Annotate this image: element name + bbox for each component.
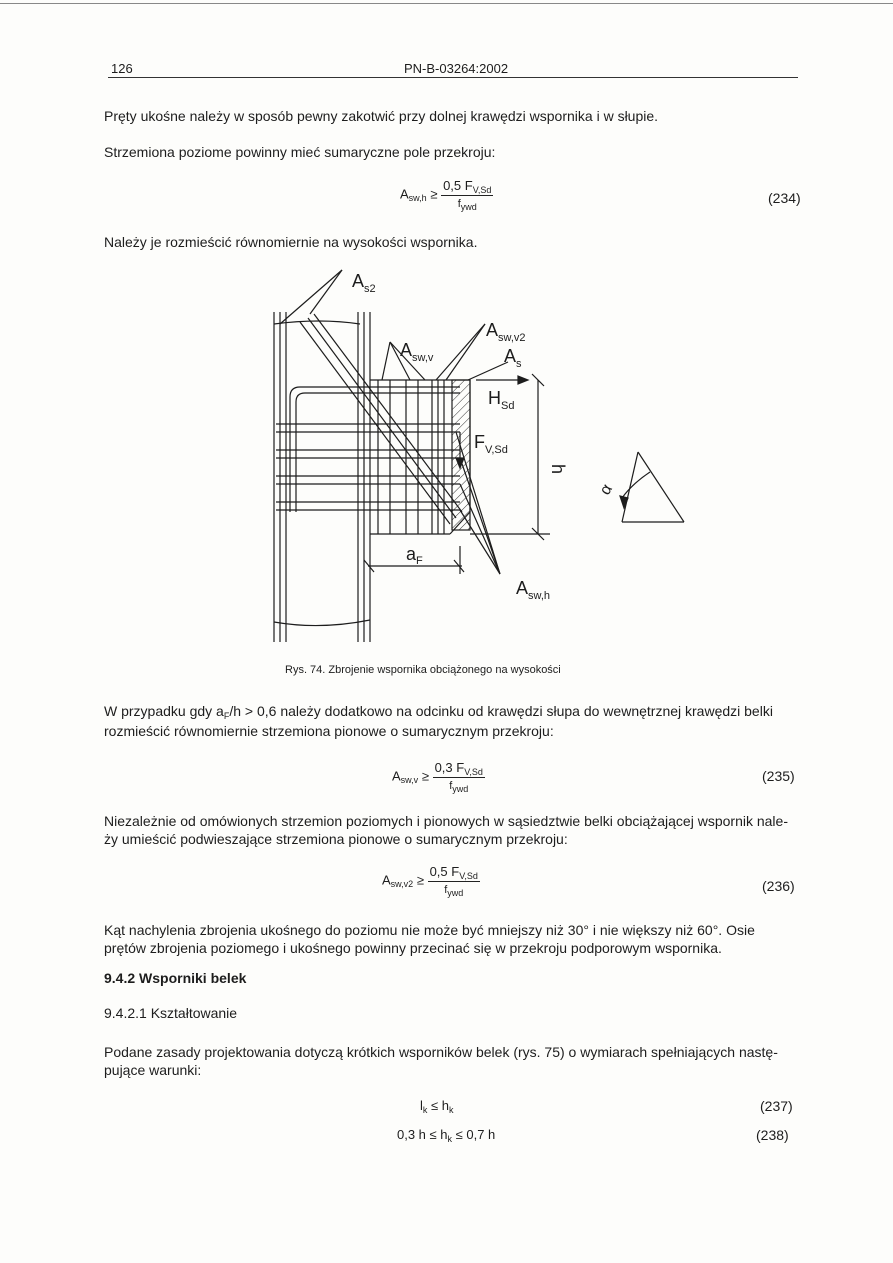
- label-Asw-v: $A_{sw,v}$: [400, 340, 434, 364]
- top-edge-rule: [0, 3, 893, 4]
- standard-code: PN-B-03264:2002: [404, 61, 509, 76]
- paragraph-distribute: Należy je rozmieścić równomiernie na wysokości wspornika.: [104, 234, 478, 250]
- page-number: 126: [111, 61, 133, 76]
- paragraph-vertical-stirrups: W przypadku gdy $a_F/h > 0,6$ należy dodatkowo na odcinku od krawędzi słupa do wewnętrznej krawędzi belki rozmieścić równomiernie strzemiona pionowe o sumarycznym przekroju:: [104, 703, 773, 739]
- label-Asw-v2: $A_{sw,v2}$: [486, 320, 526, 344]
- label-Asw-h: $A_{sw,h}$: [516, 578, 551, 602]
- equation-236: $A_{sw,v2}$ ≥ $\frac{0,5 F_{V,Sd}}{f_{ywd}}$: [382, 864, 478, 898]
- paragraph-anchoring: Pręty ukośne należy w sposób pewny zakotwić przy dolnej krawędzi wspornika i w słupie.: [104, 108, 659, 124]
- equation-234: $A_{sw,h}$ ≥ $\frac{0,5 F_{V,Sd}}{f_{ywd}}$: [400, 178, 492, 212]
- paragraph-hanger-stirrups-line1: Niezależnie od omówionych strzemion poziomych i pionowych w sąsiedztwie belki obciążającej wspornik nale-: [104, 813, 788, 829]
- paragraph-conditions-line2: pujące warunki:: [104, 1062, 202, 1078]
- equation-237: $l_k \le h_k$: [420, 1098, 454, 1115]
- label-alpha: α: [596, 481, 617, 498]
- paragraph-inclination-line1: Kąt nachylenia zbrojenia ukośnego do poziomu nie może być mniejszy niż 30° i nie większy niż 60°. Osie: [104, 922, 755, 938]
- equation-number-238: (238): [756, 1127, 789, 1143]
- equation-235: $A_{sw,v}$ ≥ $\frac{0,3 F_{V,Sd}}{f_{ywd}}$: [392, 760, 483, 794]
- label-aF: $a_F$: [406, 544, 423, 567]
- heading-9-4-2-1: 9.4.2.1 Kształtowanie: [104, 1005, 238, 1021]
- equation-238: 0,3 $h \le h_k \le 0,7$ h: [397, 1127, 496, 1144]
- heading-9-4-2: 9.4.2 Wsporniki belek: [104, 970, 247, 986]
- label-h: h: [548, 464, 568, 475]
- paragraph-inclination-line2: prętów zbrojenia poziomego i ukośnego powinny przecinać się w przekroju podporowym wspornika.: [104, 940, 722, 956]
- paragraph-hanger-stirrups-line2: ży umieścić podwieszające strzemiona pionowe o sumarycznym przekroju:: [104, 831, 568, 847]
- equation-number-234: (234): [768, 190, 801, 206]
- figure-74-corbel-reinforcement: [260, 262, 700, 652]
- label-As2: $A_{s2}$: [352, 271, 376, 295]
- figure-caption: Rys. 74. Zbrojenie wspornika obciążonego na wysokości: [285, 664, 561, 676]
- label-As: $A_s$: [504, 346, 522, 370]
- paragraph-conditions-line1: Podane zasady projektowania dotyczą krótkich wsporników belek (rys. 75) o wymiarach spełniających nastę-: [104, 1044, 778, 1060]
- header-rule: [108, 77, 798, 78]
- equation-number-237: (237): [760, 1098, 793, 1114]
- equation-number-235: (235): [762, 768, 795, 784]
- label-HSd: $H_{Sd}$: [488, 388, 515, 412]
- label-FVSd: $F_{V,Sd}$: [474, 432, 508, 456]
- equation-number-236: (236): [762, 878, 795, 894]
- paragraph-horizontal-stirrups: Strzemiona poziome powinny mieć sumaryczne pole przekroju:: [104, 144, 496, 160]
